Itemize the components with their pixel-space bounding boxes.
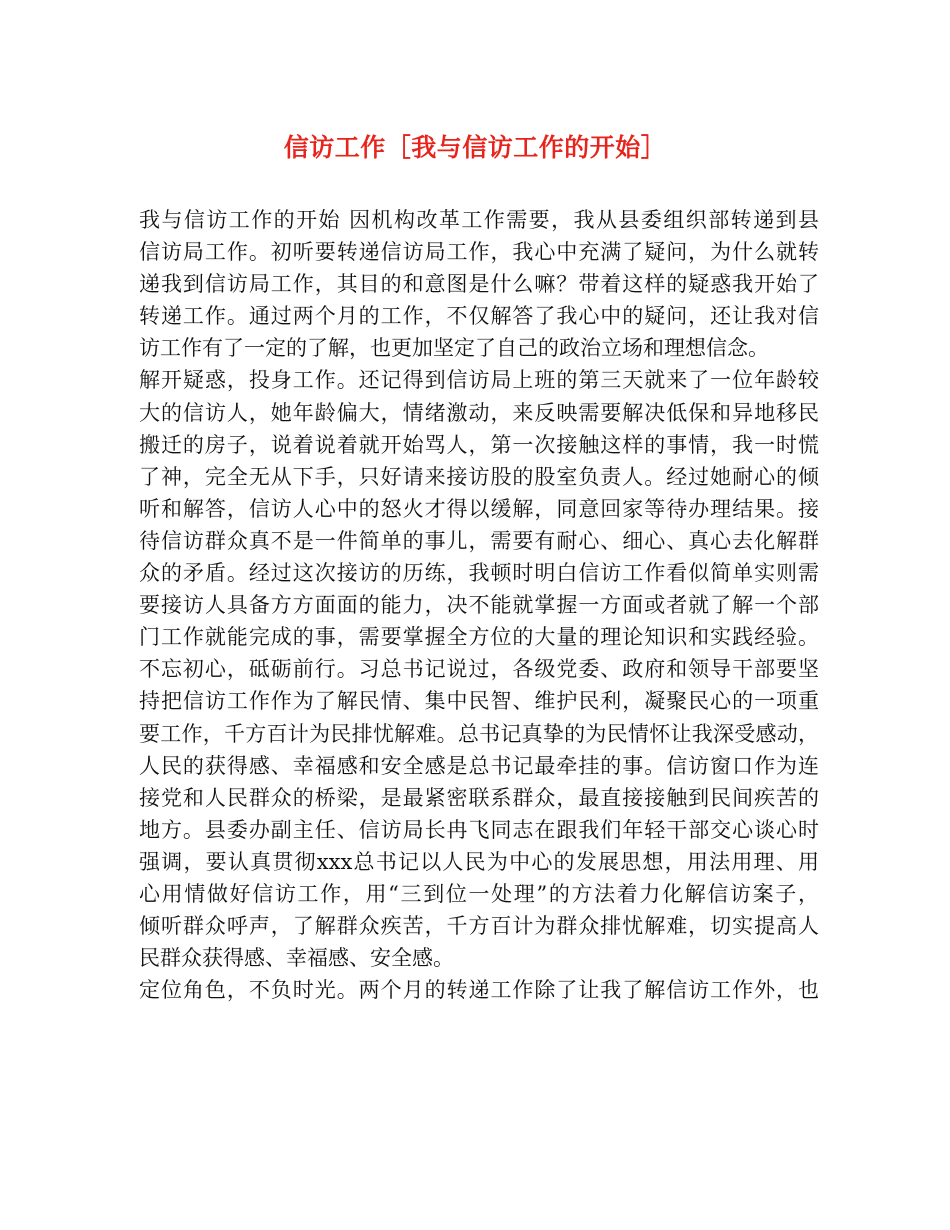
body-line: 不忘初心，砥砺前行。习总书记说过，各级党委、政府和领导干部要坚 — [139, 657, 819, 682]
body-line: 递我到信访局工作，其目的和意图是什么嘛？带着这样的疑惑我开始了 — [139, 272, 819, 297]
document-body — [139, 204, 819, 1006]
body-line: 听和解答，信访人心中的怒火才得以缓解，同意回家等待办理结果。接 — [139, 496, 819, 521]
body-line: 访工作有了一定的了解，也更加坚定了自己的政治立场和理想信念。 — [139, 336, 769, 361]
body-line: 持把信访工作作为了解民情、集中民智、维护民利，凝聚民心的一项重 — [139, 689, 819, 714]
body-line: 众的矛盾。经过这次接访的历练，我顿时明白信访工作看似简单实则需 — [139, 561, 819, 586]
body-line: 倾听群众呼声，了解群众疾苦，千方百计为群众排忧解难，切实提高人 — [139, 914, 819, 939]
document-title: 信访工作［我与信访工作的开始］ — [283, 133, 667, 162]
body-line: 民群众获得感、幸福感、安全感。 — [139, 946, 454, 971]
body-line: 解开疑惑，投身工作。还记得到信访局上班的第三天就来了一位年龄较 — [139, 368, 819, 393]
body-line: 接党和人民群众的桥梁，是最紧密联系群众，最直接接触到民间疾苦的 — [139, 785, 819, 810]
body-line: 心用情做好信访工作，用“三到位一处理”的方法着力化解信访案子， — [139, 881, 819, 906]
body-line: 人民的获得感、幸福感和安全感是总书记最牵挂的事。信访窗口作为连 — [139, 753, 819, 778]
body-line: 大的信访人，她年龄偏大，情绪激动，来反映需要解决低保和异地移民 — [139, 400, 819, 425]
body-line: 门工作就能完成的事，需要掌握全方位的大量的理论知识和实践经验。 — [139, 625, 819, 650]
body-line: 我与信访工作的开始 因机构改革工作需要，我从县委组织部转递到县 — [139, 208, 819, 232]
body-line: 要接访人具备方方面面的能力，决不能就掌握一方面或者就了解一个部 — [139, 593, 819, 618]
body-line: 待信访群众真不是一件简单的事儿，需要有耐心、细心、真心去化解群 — [139, 528, 819, 553]
body-line: 要工作，千方百计为民排忧解难。总书记真挚的为民情怀让我深受感动， — [139, 721, 819, 746]
body-line: 定位角色，不负时光。两个月的转递工作除了让我了解信访工作外，也 — [139, 978, 819, 1003]
body-line: 转递工作。通过两个月的工作，不仅解答了我心中的疑问，还让我对信 — [139, 304, 819, 329]
body-line: 地方。县委办副主任、信访局长冉飞同志在跟我们年轻干部交心谈心时 — [139, 817, 819, 842]
body-line: 了神，完全无从下手，只好请来接访股的股室负责人。经过她耐心的倾 — [139, 464, 819, 489]
body-line: 搬迁的房子，说着说着就开始骂人，第一次接触这样的事情，我一时慌 — [139, 432, 819, 457]
body-line: 强调，要认真贯彻xxx总书记以人民为中心的发展思想，用法用理、用 — [139, 849, 819, 874]
body-line: 信访局工作。初听要转递信访局工作，我心中充满了疑问，为什么就转 — [139, 240, 819, 265]
